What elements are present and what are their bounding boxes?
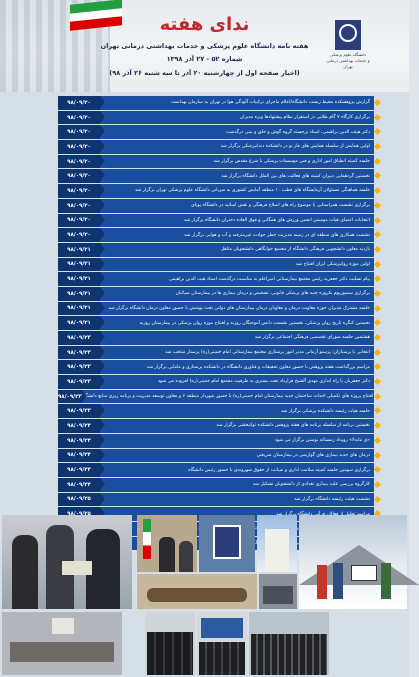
news-headline[interactable]: «ی ماندلا» رویداد زمستانه بوستن برگزار می شود bbox=[274, 438, 370, 444]
news-date: ۹۸/۰۹/۲۳ bbox=[58, 346, 100, 360]
news-headline[interactable]: جلسه هیات رئیسه دانشکده پزشکی برگزار شد bbox=[280, 408, 370, 414]
news-item[interactable] bbox=[58, 228, 374, 242]
news-item[interactable] bbox=[58, 125, 374, 139]
news-date: ۹۸/۰۹/۲۳ bbox=[58, 360, 100, 374]
news-date: ۹۸/۰۹/۲۰ bbox=[58, 111, 100, 125]
bullet-icon bbox=[374, 290, 381, 297]
bullet-icon bbox=[374, 349, 381, 356]
news-headline[interactable]: نشست هیئت رئیسه دانشگاه برگزار شد bbox=[294, 496, 370, 502]
news-date: ۹۸/۰۹/۲۳ bbox=[58, 331, 100, 345]
news-item[interactable] bbox=[58, 243, 374, 257]
photo-university-emblem bbox=[199, 515, 255, 572]
news-headline[interactable]: برگزاری کارگاه ۷ گام طلایی در استقرار نظام پیشنهادها ویژه مدیران bbox=[239, 115, 370, 121]
bullet-icon bbox=[374, 451, 381, 458]
bullet-icon bbox=[374, 158, 381, 165]
news-date: ۹۸/۰۹/۲۴ bbox=[58, 434, 100, 448]
photo-large-group bbox=[249, 612, 329, 675]
header bbox=[0, 0, 409, 92]
news-date: ۹۸/۰۹/۲۱ bbox=[58, 272, 100, 286]
news-headline[interactable]: درمان های جدید بیماری های گوارشی در بیمارستان شریعتی bbox=[256, 452, 370, 458]
photo-conference-room bbox=[2, 612, 122, 675]
news-date: ۹۸/۰۹/۲۰ bbox=[58, 96, 100, 110]
photo-meeting-flag bbox=[137, 515, 197, 572]
newsletter-title: ندای هفته bbox=[159, 14, 250, 35]
news-headline[interactable]: دکتر هیئت الدین براهیمی، استاد برجسته گروه گوش و حلق و بینی درگذشت bbox=[226, 129, 370, 135]
issue-note: (اخبار صفحه اول از چهارشنبه ۲۰ آذر تا سه شنبه ۲۶ آذر ۹۸) bbox=[109, 69, 300, 77]
news-headline[interactable]: گزارش پژوهشکده محیط زیست دانشگاه/اعلام ماجرای ترکیبات آلودگی هوا در تهران به سازمان بهداشت bbox=[171, 100, 370, 106]
news-item[interactable] bbox=[58, 140, 374, 154]
photo-round-table bbox=[137, 574, 257, 609]
news-item[interactable] bbox=[58, 449, 374, 463]
news-date: ۹۸/۰۹/۲۰ bbox=[58, 140, 100, 154]
bullet-icon bbox=[374, 275, 381, 282]
news-date: ۹۸/۰۹/۲۰ bbox=[58, 199, 100, 213]
bullet-icon bbox=[374, 143, 381, 150]
bullet-icon bbox=[374, 128, 381, 135]
news-headline[interactable]: اولین موزه روانپزشکی ایران افتتاح شد bbox=[295, 261, 370, 267]
news-headline[interactable]: هشتمین جلسه شورای تخصصی فرهنگی اجتماعی برگزار شد bbox=[254, 335, 370, 341]
news-headline[interactable]: اولین همایش از سلسله همایش های فاز نو در دانشکده دندانپزشکی برگزار شد bbox=[220, 144, 370, 150]
news-date: ۹۸/۰۹/۲۰ bbox=[58, 214, 100, 228]
news-date: ۹۸/۰۹/۲۱ bbox=[58, 302, 100, 316]
university-logo-text: دانشگاه علوم پزشکی و خدمات بهداشتی درمانی تهران bbox=[326, 52, 370, 69]
news-headline[interactable]: افتتاح پروژه های تکمیلی احداث ساختمان جدید بیمارستان امام خمینی(ره) با حضور شهردار منطقه ۶ و معاون توسعه مدیریت و برنامه ریزی منابع دانشگاه bbox=[81, 394, 374, 400]
news-item[interactable] bbox=[58, 375, 374, 389]
news-item[interactable] bbox=[58, 272, 374, 286]
news-date: ۹۸/۰۹/۲۳ bbox=[58, 404, 100, 418]
newsletter-subtitle: هفته نامه دانشگاه علوم پزشکی و خدمات بهداشتی درمانی تهران bbox=[100, 42, 309, 50]
news-date: ۹۸/۰۹/۲۴ bbox=[58, 449, 100, 463]
news-item[interactable] bbox=[58, 331, 374, 345]
bullet-icon bbox=[374, 261, 381, 268]
news-item[interactable] bbox=[58, 184, 374, 198]
news-item[interactable] bbox=[58, 155, 374, 169]
bullet-icon bbox=[374, 363, 381, 370]
news-date: ۹۸/۰۹/۲۰ bbox=[58, 125, 100, 139]
news-date: ۹۸/۰۹/۲۰ bbox=[58, 155, 100, 169]
news-item[interactable] bbox=[58, 478, 374, 492]
news-item[interactable] bbox=[58, 199, 374, 213]
news-item[interactable] bbox=[58, 346, 374, 360]
news-date: ۹۸/۰۹/۲۴ bbox=[58, 419, 100, 433]
news-headline[interactable]: جلسه هماهنگی مسئولان آزمایشگاه های قطب ۱۰ منطقه آمایش کشوری به میزبانی دانشگاه علوم پزشکی تهران برگزار شد bbox=[134, 188, 370, 194]
news-headline[interactable]: پیام تسلیت دکتر جعفریه رئیس مجتمع بیمارستانی امیراعلم به مناسبت درگذشت استاد هیت الدین براهیمی bbox=[168, 276, 370, 282]
news-headline[interactable]: جلسه مشترک مدیران حوزه معاونت درمان و معاونان درمان بیمارستان های دولتی تحت پوشش با حضور معاون درمان دانشگاه برگزار شد bbox=[108, 305, 370, 311]
news-headline[interactable]: برگزاری سومین جلسه کمیته سلامت اداری و صیانت از حقوق شهروندی با حضور رئیس دانشگاه bbox=[188, 467, 370, 473]
news-date: ۹۸/۰۹/۲۰ bbox=[58, 169, 100, 183]
bullet-icon bbox=[374, 114, 381, 121]
bullet-icon bbox=[374, 231, 381, 238]
news-date: ۹۸/۰۹/۲۳ bbox=[58, 375, 100, 389]
news-headline[interactable]: جلسه کمیته انطباق امور اداری و فنی موسسات پزشکی با شرع مقدس برگزار شد bbox=[213, 159, 370, 165]
news-item[interactable] bbox=[58, 111, 374, 125]
news-headline[interactable]: انتخابات اعضای هیات موسس انجمن ورزش های همگانی و فوق العاده دختران دانشگاه برگزار شد bbox=[183, 217, 370, 223]
bullet-icon bbox=[374, 99, 381, 106]
news-date: ۹۸/۰۹/۲۱ bbox=[58, 316, 100, 330]
bullet-icon bbox=[374, 378, 381, 385]
news-item[interactable] bbox=[58, 258, 374, 272]
photo-mountain-group bbox=[299, 515, 407, 609]
news-date: ۹۸/۰۹/۲۰ bbox=[58, 228, 100, 242]
news-item[interactable] bbox=[58, 287, 374, 301]
bullet-icon bbox=[374, 422, 381, 429]
news-date: ۹۸/۰۹/۲۰ bbox=[58, 184, 100, 198]
news-headline[interactable]: نخستین کنگره تاریخ روان پزشکی، نخستین نشست دانش آموختگان روزبه و افتتاح موزه روان پزشکی در بیمارستان روزبه bbox=[139, 320, 370, 326]
news-date: ۹۸/۰۹/۲۴ bbox=[58, 478, 100, 492]
bullet-icon bbox=[374, 319, 381, 326]
news-headline[interactable]: انتخابی با پرستاران؛ پرستو آرمانی مدیر امور پرستاری مجتمع بیمارستانی امام خمینی(ره) پرستار منتخب شد bbox=[165, 350, 370, 356]
news-item[interactable] bbox=[58, 419, 374, 433]
news-headline[interactable]: بازدید معاون دانشجویی فرهنگی دانشگاه از مجتمع خوابگاهی دانشجویان متاهل bbox=[220, 247, 370, 253]
news-item[interactable] bbox=[58, 390, 374, 404]
news-date: ۹۸/۰۹/۲۳ bbox=[58, 390, 82, 404]
news-headline[interactable]: مراسم بزرگداشت هفته پژوهش با حضور معاون تحقیقات و فناوری دانشگاه در دانشکده پرستاری و مامایی برگزار شد bbox=[146, 364, 370, 370]
news-item[interactable] bbox=[58, 302, 374, 316]
bullet-icon bbox=[374, 407, 381, 414]
news-item[interactable] bbox=[58, 463, 374, 477]
bullet-icon bbox=[374, 466, 381, 473]
news-headline[interactable]: دکتر جعفریان با راه اندازی مهدی آلشیخ قرارداد تحت بستری به ظرفیت مجتمع امام خمینی(ره) افزوده می شود bbox=[158, 379, 370, 385]
bullet-icon bbox=[374, 334, 381, 341]
bullet-icon bbox=[374, 305, 381, 312]
photo-collage bbox=[0, 515, 409, 677]
news-item[interactable] bbox=[58, 96, 374, 110]
photo-award-ceremony bbox=[2, 515, 132, 609]
news-item[interactable] bbox=[58, 316, 374, 330]
news-item[interactable] bbox=[58, 493, 374, 507]
news-headline[interactable]: نخستین گردهمایی دبیران کمیته های فعالیت های بین الملل دانشگاه برگزار شد bbox=[221, 173, 370, 179]
news-list bbox=[58, 96, 374, 551]
bullet-icon bbox=[374, 172, 381, 179]
photo-building bbox=[257, 515, 297, 572]
news-item[interactable] bbox=[58, 169, 374, 183]
bullet-icon bbox=[374, 216, 381, 223]
issue-number: شماره ۵۲ - ۲۷ آذر ۱۳۹۸ bbox=[166, 55, 243, 63]
bullet-icon bbox=[374, 437, 381, 444]
news-item[interactable] bbox=[58, 360, 374, 374]
news-item[interactable] bbox=[58, 214, 374, 228]
news-date: ۹۸/۰۹/۲۱ bbox=[58, 243, 100, 257]
news-date: ۹۸/۰۹/۲۴ bbox=[58, 463, 100, 477]
bullet-icon bbox=[374, 481, 381, 488]
news-headline[interactable]: نخستین برنامه از سلسله برنامه های هفته پژوهش دانشکده توانبخشی برگزار شد bbox=[216, 423, 370, 429]
bullet-icon bbox=[374, 246, 381, 253]
photo-seminar bbox=[259, 574, 297, 609]
news-headline[interactable]: برگزاری نشست همراستایی با موضوع راه های اصلاح فرهنگی و نقش اساتید در دانشگاه پویای bbox=[191, 203, 370, 209]
bullet-icon bbox=[374, 496, 381, 503]
bullet-icon bbox=[374, 187, 381, 194]
photo-banner-group bbox=[197, 612, 247, 675]
news-headline[interactable]: نشست همکاری های منطقه ای در زمینه مدیریت خطر حوادث غیرمترقبه و آب و هوایی برگزار شد bbox=[184, 232, 370, 238]
news-item[interactable] bbox=[58, 404, 374, 418]
photo-women-group bbox=[145, 612, 195, 675]
bullet-icon bbox=[374, 202, 381, 209]
news-date: ۹۸/۰۹/۲۵ bbox=[58, 493, 100, 507]
university-logo-icon bbox=[335, 20, 361, 50]
news-headline[interactable]: کارگروه بررسی علت بیماری تعدادی از دانشجویان تشکیل شد bbox=[252, 482, 370, 488]
news-headline[interactable]: برگزاری سمپوزیوم یکروزه جنبه های پزشکی قانونی، تشخیص و درمان بیماری ها در بیمارستان ضیائیان bbox=[175, 291, 370, 297]
news-date: ۹۸/۰۹/۲۱ bbox=[58, 287, 100, 301]
news-item[interactable] bbox=[58, 434, 374, 448]
news-date: ۹۸/۰۹/۲۱ bbox=[58, 258, 100, 272]
